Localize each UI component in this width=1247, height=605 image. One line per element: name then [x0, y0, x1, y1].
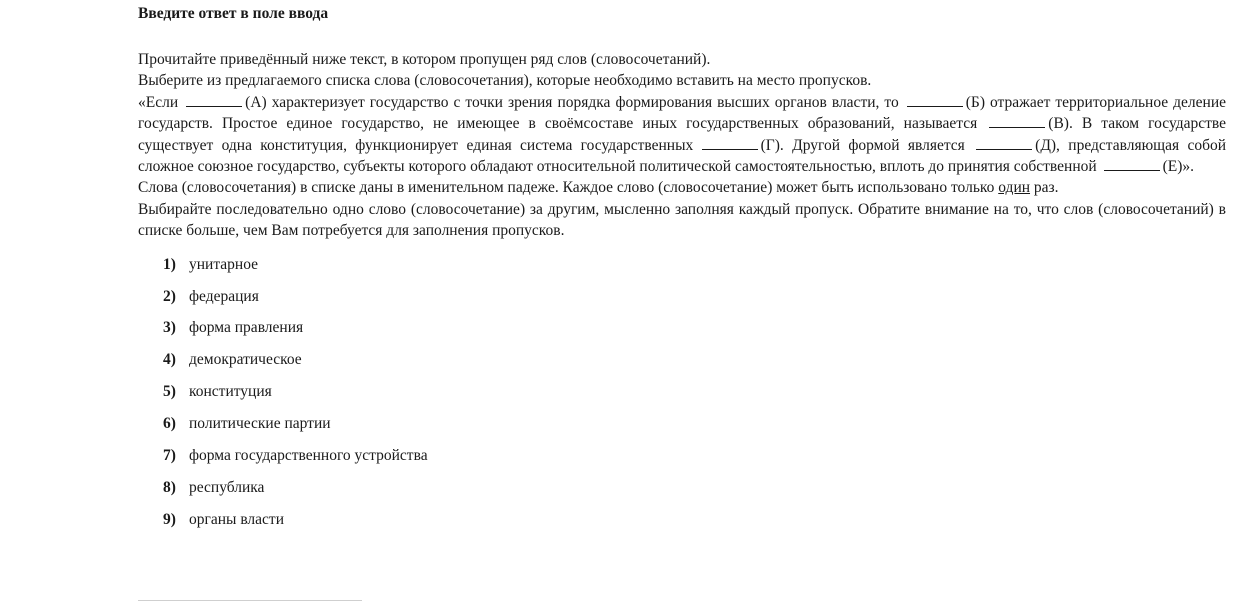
task-text	[138, 49, 1226, 242]
task-heading: Введите ответ в поле ввода	[138, 5, 329, 22]
option-text: политические партии	[189, 415, 331, 433]
option-number: 8)	[163, 478, 176, 496]
note	[138, 177, 1226, 198]
option-item	[163, 414, 1226, 446]
instruction-line-1: Прочитайте приведённый ниже текст, в котором пропущен ряд слов (словосочетаний).	[138, 51, 711, 68]
instruction-selection: Выбирайте последовательно одно слово (словосочетание) за другим, мысленно заполняя каждый пропуск. Обратите внимание на то, что слов (словосочетаний) в списке больше, чем Вам потребуется для заполнения пропусков.	[138, 200, 1226, 240]
option-text: форма государственного устройства	[189, 447, 428, 464]
passage-part-7: (Е)».	[1162, 158, 1194, 176]
blank-e	[1104, 157, 1160, 171]
option-text: демократическое	[189, 351, 302, 369]
option-item	[163, 446, 1226, 478]
passage-part-1: «Если	[138, 93, 179, 111]
passage-part-5: (Г). Другой формой является	[760, 136, 965, 154]
note-part-1: Слова (словосочетания) в списке даны в именительном падеже. Каждое слово (словосочетание) может быть использовано только	[138, 179, 995, 197]
note-underlined-word: один	[998, 179, 1031, 197]
instruction-line-2: Выберите из предлагаемого списка слова (словосочетания), которые необходимо вставить на место пропусков.	[138, 72, 872, 90]
option-text: органы власти	[189, 510, 284, 528]
option-text: форма правления	[189, 319, 304, 337]
blank-g	[702, 136, 758, 150]
answer-input[interactable]	[138, 600, 362, 605]
passage-part-6: (Д), представляющая собой сложное союзное государство, субъекты которого обладают относительной политической самостоятельностью, вплоть до принятия собственной	[138, 136, 1226, 176]
option-item	[163, 382, 1226, 414]
option-text: республика	[189, 478, 265, 496]
option-item	[163, 318, 1226, 350]
blank-d	[976, 136, 1032, 150]
option-number: 9)	[163, 510, 176, 528]
task-container	[138, 4, 1226, 542]
blank-b	[907, 93, 963, 107]
option-item	[163, 478, 1226, 510]
option-text: унитарное	[189, 255, 259, 273]
options-list	[138, 255, 1226, 542]
passage	[138, 92, 1226, 178]
blank-a	[186, 93, 242, 107]
option-number: 7)	[163, 447, 176, 464]
option-text: федерация	[189, 287, 259, 305]
option-number: 1)	[163, 255, 176, 273]
option-item	[163, 350, 1226, 382]
option-number: 2)	[163, 287, 176, 305]
blank-v	[989, 114, 1045, 128]
passage-part-3: (Б) отражает территориальное деление государств. Простое единое государство, не имеющее в своёмсоставе иных государственных образований, называется	[138, 93, 1227, 133]
passage-part-2: (А) характеризует государство с точки зрения порядка формирования высших органов власти, то	[245, 93, 899, 111]
option-number: 5)	[163, 383, 176, 401]
option-number: 3)	[163, 319, 176, 337]
option-item	[163, 287, 1226, 319]
note-part-2: раз.	[1033, 179, 1059, 197]
option-text: конституция	[189, 383, 272, 401]
option-item	[163, 510, 1226, 542]
option-item	[163, 255, 1226, 287]
option-number: 6)	[163, 415, 176, 433]
passage-part-4: (В). В таком государстве существует одна конституция, функционирует единая система государственных	[138, 115, 1226, 154]
option-number: 4)	[163, 351, 176, 369]
